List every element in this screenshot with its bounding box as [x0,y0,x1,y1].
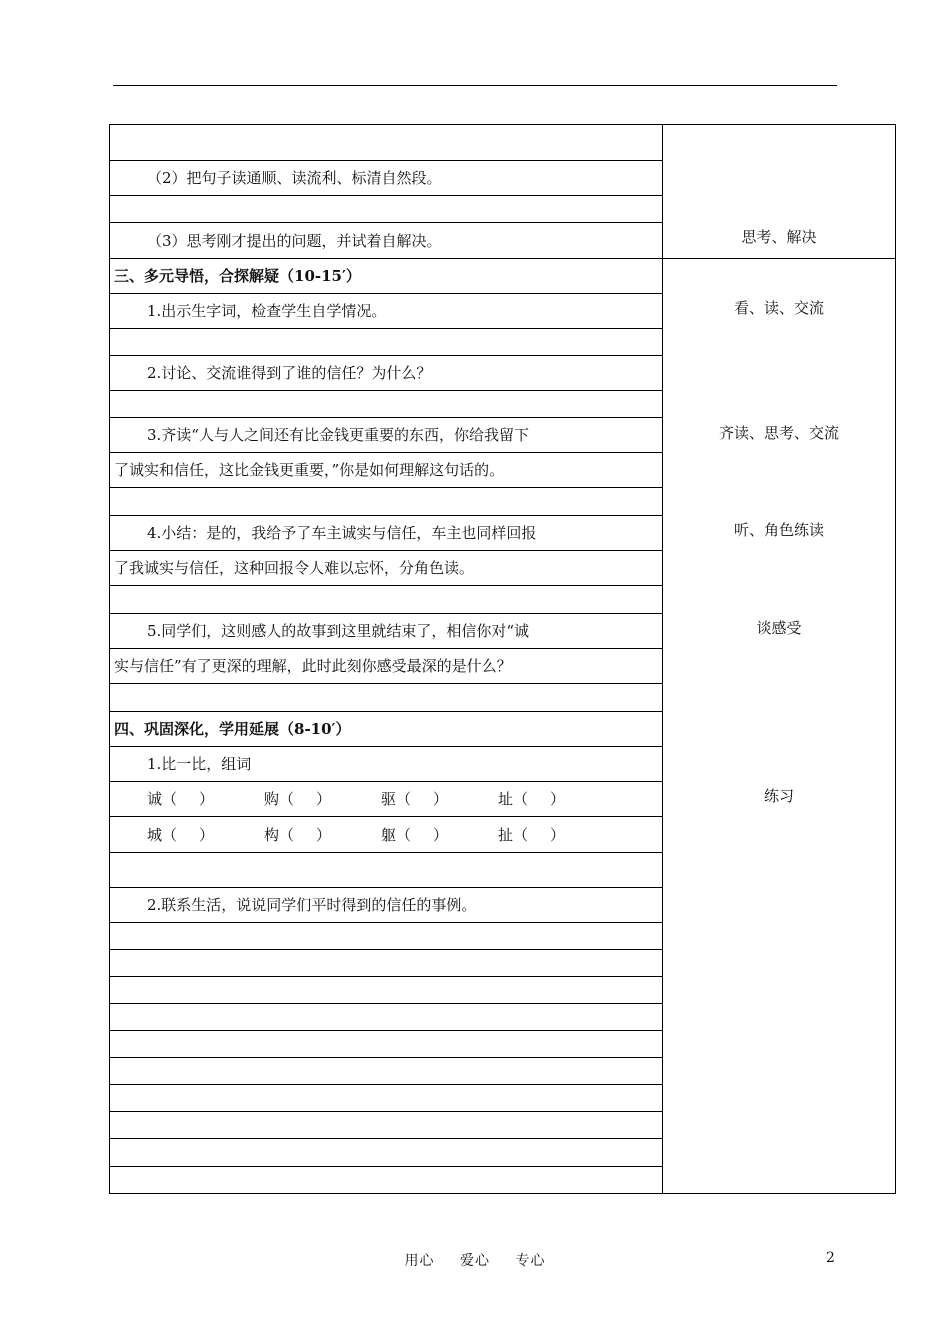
word-blank: 构（ [264,825,295,844]
blank-close: ） [550,825,566,844]
s4-item-1: 1.比一比，组词 [147,755,252,773]
footer-item: 用心 [404,1253,435,1269]
column-divider [662,125,663,1193]
word-blank: 城（ [147,825,178,844]
header-rule [113,85,837,86]
word-compare-row-1 [110,781,662,816]
activity-read-think-discuss: 齐读、思考、交流 [718,424,839,442]
activity-look-read-discuss: 看、读、交流 [733,299,824,317]
s3-item-4-line-1: 4.小结：是的，我给予了车主诚实与信任，车主也同样回报 [147,524,537,542]
row-line [110,1003,662,1004]
s3-item-3-line-2: 了诚实和信任，这比金钱更重要，”你是如何理解这句话的。 [114,461,505,479]
row-line [110,922,662,923]
row-line [110,1057,662,1058]
word-blank: 诚（ [147,790,178,808]
blank-close: ） [316,825,332,844]
section-3-heading: 三、多元导悟，合探解疑（10-15′） [114,267,361,285]
row-line [110,390,662,391]
row-line [110,1138,662,1139]
activity-practice: 练习 [763,787,794,805]
blank-close: ） [433,825,449,844]
row-line [110,1111,662,1112]
word-compare-row-2 [110,816,662,852]
s3-item-5-line-2: 实与信任”有了更深的理解，此时此刻你感受最深的是什么？ [114,657,512,675]
page-footer [0,1250,950,1270]
blank-close: ） [550,790,566,808]
word-blank: 址（ [498,790,529,808]
blank-close: ） [199,790,215,808]
s3-item-3-line-1: 3.齐读“人与人之间还有比金钱更重要的东西，你给我留下 [147,426,529,444]
row-line [110,1166,662,1167]
page-number: 2 [826,1250,835,1266]
s3-item-4-line-2: 了我诚实与信任，这种回报令人难以忘怀，分角色读。 [114,559,475,577]
blank-close: ） [433,790,449,808]
row-line [110,328,662,329]
row-line [110,487,662,488]
activity-listen-role-read: 听、角色练读 [733,521,824,539]
s4-item-2: 2.联系生活，说说同学们平时得到的信任的事例。 [147,896,477,914]
blank-close: ） [316,790,332,808]
word-blank: 扯（ [498,825,529,844]
row-line [110,195,662,196]
row-line [110,683,662,684]
blank-close: ） [199,825,215,844]
row-line [110,949,662,950]
step-3-text: （3）思考刚才提出的问题，并试着自解决。 [147,231,442,250]
s3-item-5-line-1: 5.同学们，这则感人的故事到这里就结束了，相信你对“诚 [147,622,529,640]
section-4-heading: 四、巩固深化，学用延展（8-10′） [114,720,351,738]
footer-item: 专心 [515,1253,546,1269]
row-line [110,852,662,853]
word-blank: 驱（ [381,790,412,808]
word-blank: 购（ [264,790,295,808]
row-line [110,976,662,977]
s3-item-1: 1.出示生字词，检查学生自学情况。 [147,302,387,320]
footer-item: 爱心 [460,1253,490,1269]
s3-item-2: 2.讨论、交流谁得到了谁的信任？为什么？ [147,364,432,382]
activity-talk-feelings: 谈感受 [756,619,802,637]
word-blank: 躯（ [381,825,412,844]
row-line [110,1030,662,1031]
lesson-table [109,124,896,1194]
row-line [110,1084,662,1085]
step-2-text: （2）把句子读通顺、读流利、标清自然段。 [147,169,442,187]
activity-think-solve: 思考、解决 [741,228,817,246]
row-line [110,585,662,586]
